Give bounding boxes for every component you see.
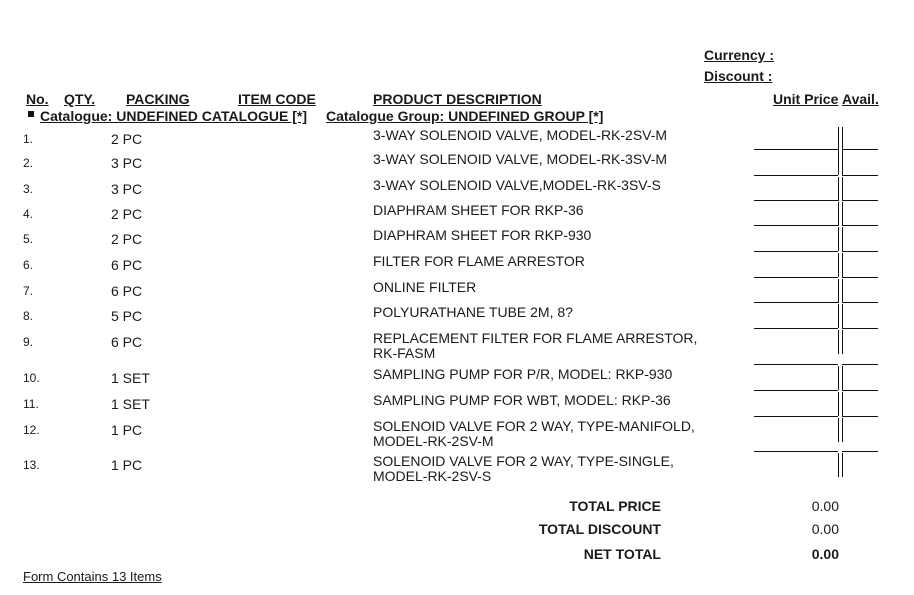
net-total-label: NET TOTAL bbox=[583, 546, 661, 562]
item-description: REPLACEMENT FILTER FOR FLAME ARRESTOR, RK-FASM bbox=[373, 330, 698, 361]
item-number: 6. bbox=[23, 258, 34, 272]
item-description: 3-WAY SOLENOID VALVE,MODEL-RK-3SV-S bbox=[373, 177, 661, 193]
price-box-rule bbox=[754, 390, 838, 391]
price-box-rule bbox=[754, 149, 838, 150]
avail-box-rule bbox=[842, 364, 878, 365]
avail-box-rule bbox=[842, 149, 878, 150]
price-box-divider bbox=[838, 279, 839, 303]
item-number: 11. bbox=[23, 397, 39, 411]
item-qty: 2 PC bbox=[111, 206, 143, 222]
price-box-rule bbox=[754, 364, 838, 365]
avail-box-divider bbox=[842, 418, 843, 442]
net-total-value: 0.00 bbox=[811, 546, 839, 562]
col-packing: PACKING bbox=[126, 91, 190, 107]
avail-box-divider bbox=[842, 304, 843, 328]
item-qty: 6 PC bbox=[111, 257, 143, 273]
avail-box-rule bbox=[842, 451, 878, 452]
item-qty: 1 SET bbox=[111, 396, 150, 412]
item-qty: 1 PC bbox=[111, 457, 143, 473]
price-box-rule bbox=[754, 416, 838, 417]
price-box-divider bbox=[838, 253, 839, 277]
avail-box-divider bbox=[842, 330, 843, 354]
item-description: SAMPLING PUMP FOR WBT, MODEL: RKP-36 bbox=[373, 392, 671, 408]
avail-box-rule bbox=[842, 277, 878, 278]
avail-box-rule bbox=[842, 175, 878, 176]
total-discount-label: TOTAL DISCOUNT bbox=[538, 521, 661, 537]
avail-box-rule bbox=[842, 302, 878, 303]
col-qty: QTY. bbox=[64, 91, 96, 107]
item-number: 13. bbox=[23, 458, 40, 472]
avail-box-divider bbox=[842, 366, 843, 390]
catalogue-group: Catalogue Group: UNDEFINED GROUP [*] bbox=[326, 108, 604, 124]
item-number: 3. bbox=[23, 182, 34, 196]
item-qty: 6 PC bbox=[111, 283, 143, 299]
discount-label: Discount : bbox=[704, 68, 773, 84]
item-number: 8. bbox=[23, 309, 34, 323]
item-number: 2. bbox=[23, 156, 34, 170]
item-description: SOLENOID VALVE FOR 2 WAY, TYPE-SINGLE, MODEL-RK-2SV-S bbox=[373, 453, 674, 484]
item-description: 3-WAY SOLENOID VALVE, MODEL-RK-3SV-M bbox=[373, 151, 668, 167]
avail-box-divider bbox=[842, 151, 843, 175]
price-box-rule bbox=[754, 175, 838, 176]
item-qty: 3 PC bbox=[111, 181, 143, 197]
price-box-divider bbox=[838, 453, 839, 477]
avail-box-rule bbox=[842, 200, 878, 201]
price-box-divider bbox=[838, 227, 839, 251]
avail-box-divider bbox=[842, 453, 843, 477]
item-qty: 1 PC bbox=[111, 422, 143, 438]
price-box-rule bbox=[754, 302, 838, 303]
item-qty: 1 SET bbox=[111, 370, 150, 386]
price-box-rule bbox=[754, 328, 838, 329]
item-description: 3-WAY SOLENOID VALVE, MODEL-RK-2SV-M bbox=[373, 127, 668, 143]
avail-box-divider bbox=[842, 253, 843, 277]
price-box-divider bbox=[838, 127, 839, 151]
col-product-description: PRODUCT DESCRIPTION bbox=[373, 91, 542, 107]
form-item-count: Form Contains 13 Items bbox=[23, 569, 162, 584]
avail-box-rule bbox=[842, 225, 878, 226]
item-qty: 3 PC bbox=[111, 155, 143, 171]
item-description: DIAPHRAM SHEET FOR RKP-36 bbox=[373, 202, 584, 218]
item-qty: 5 PC bbox=[111, 308, 143, 324]
price-box-rule bbox=[754, 277, 838, 278]
total-price-label: TOTAL PRICE bbox=[569, 498, 661, 514]
avail-box-divider bbox=[842, 392, 843, 416]
catalogue-name: Catalogue: UNDEFINED CATALOGUE [*] bbox=[40, 108, 308, 124]
avail-box-divider bbox=[842, 279, 843, 303]
col-avail: Avail. bbox=[842, 91, 879, 107]
item-number: 10. bbox=[23, 371, 40, 385]
col-item-code: ITEM CODE bbox=[238, 91, 316, 107]
avail-box-rule bbox=[842, 390, 878, 391]
item-number: 4. bbox=[23, 207, 34, 221]
price-box-divider bbox=[838, 330, 839, 354]
item-description: ONLINE FILTER bbox=[373, 279, 477, 295]
price-box-divider bbox=[838, 366, 839, 390]
item-number: 9. bbox=[23, 335, 34, 349]
item-qty: 2 PC bbox=[111, 131, 143, 147]
item-number: 12. bbox=[23, 423, 40, 437]
avail-box-rule bbox=[842, 251, 878, 252]
item-description: FILTER FOR FLAME ARRESTOR bbox=[373, 253, 585, 269]
price-box-divider bbox=[838, 392, 839, 416]
item-description: DIAPHRAM SHEET FOR RKP-930 bbox=[373, 227, 592, 243]
total-price-value: 0.00 bbox=[811, 498, 839, 514]
price-box-rule bbox=[754, 200, 838, 201]
col-no: No. bbox=[26, 91, 49, 107]
price-box-divider bbox=[838, 304, 839, 328]
price-box-rule bbox=[754, 251, 838, 252]
catalogue-bullet-icon bbox=[28, 111, 34, 117]
item-number: 5. bbox=[23, 232, 34, 246]
item-qty: 6 PC bbox=[111, 334, 143, 350]
price-box-divider bbox=[838, 151, 839, 175]
price-box-divider bbox=[838, 177, 839, 201]
item-qty: 2 PC bbox=[111, 231, 143, 247]
item-description: SAMPLING PUMP FOR P/R, MODEL: RKP-930 bbox=[373, 366, 673, 382]
avail-box-divider bbox=[842, 202, 843, 226]
price-box-divider bbox=[838, 418, 839, 442]
avail-box-divider bbox=[842, 127, 843, 151]
col-unit-price: Unit Price bbox=[773, 91, 839, 107]
avail-box-rule bbox=[842, 328, 878, 329]
price-box-rule bbox=[754, 225, 838, 226]
item-number: 1. bbox=[23, 132, 34, 146]
avail-box-divider bbox=[842, 227, 843, 251]
item-description: SOLENOID VALVE FOR 2 WAY, TYPE-MANIFOLD, MODEL-RK-2SV-M bbox=[373, 418, 695, 449]
item-description: POLYURATHANE TUBE 2M, 8? bbox=[373, 304, 573, 320]
price-box-rule bbox=[754, 451, 838, 452]
avail-box-rule bbox=[842, 416, 878, 417]
avail-box-divider bbox=[842, 177, 843, 201]
currency-label: Currency : bbox=[704, 47, 775, 63]
price-box-divider bbox=[838, 202, 839, 226]
total-discount-value: 0.00 bbox=[811, 521, 839, 537]
item-number: 7. bbox=[23, 284, 34, 298]
